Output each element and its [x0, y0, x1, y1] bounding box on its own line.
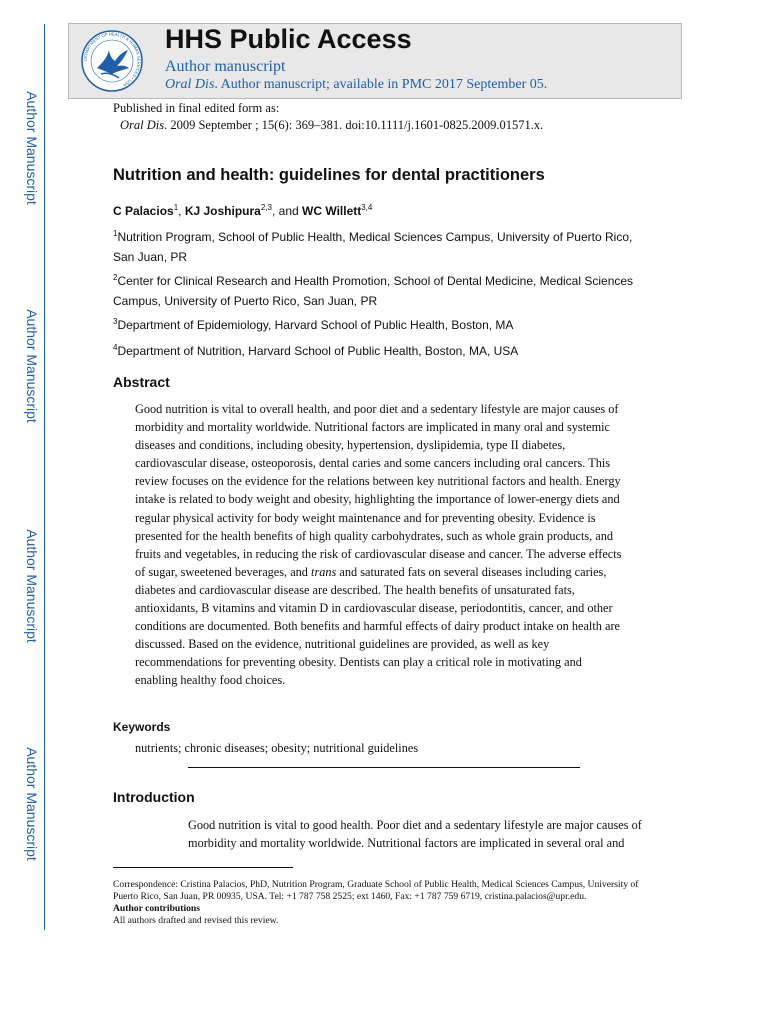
footnote-divider: [113, 867, 293, 868]
contributions-heading: Author contributions: [113, 903, 200, 914]
affiliation-3: $^3$Department of Epidemiology, Harvard School of Public Health, Boston, MA: [113, 317, 514, 332]
margin-rule: [44, 24, 45, 930]
hhs-header-banner: [68, 23, 682, 99]
abstract-line: fruits and vegetables, in reducing the risk of cardiovascular disease and cancer. The adverse effects: [135, 546, 622, 561]
correspondence-note: Correspondence: Cristina Palacios, PhD, Nutrition Program, Graduate School of Public Health, Medical Sciences Campus, University of Puerto Rico, San Juan, PR 00935, USA. Tel: +1 787 758 2525; ext 1460, Fax: +1 787 759 6719, cristina.palacios@upr.edu.: [113, 879, 639, 902]
abstract-line: discussed. Based on the evidence, nutritional guidelines are provided, as well as key: [135, 637, 550, 652]
abstract-heading: Abstract: [113, 374, 170, 390]
affiliation-2: $^2$Center for Clinical Research and Health Promotion, School of Dental Medicine, Medical Sciences Campus, University of Puerto Rico, San Juan, PR: [113, 273, 634, 308]
author-name: KJ Joshipura: [184, 204, 261, 218]
intro-line: Good nutrition is vital to good health. Poor diet and a sedentary lifestyle are major causes of: [188, 818, 642, 832]
introduction-heading: Introduction: [113, 789, 195, 805]
abstract-line: morbidity and mortality worldwide. Nutritional factors are implicated in many oral and systemic: [135, 420, 611, 435]
abstract-line: cardiovascular disease, osteoporosis, dental caries and some cancers including oral cancers. This: [135, 456, 611, 471]
abstract-body: [135, 400, 635, 690]
manuscript-label: Author manuscript: [165, 58, 286, 75]
abstract-line: Good nutrition is vital to overall health, and poor diet and a sedentary lifestyle are major causes of: [135, 402, 619, 416]
abstract-line: intake is related to body weight and obesity, highlighting the importance of lower-energy diets and: [135, 492, 620, 507]
affiliation-1: $^1$Nutrition Program, School of Public Health, Medical Sciences Campus, University of Puerto Rico, San Juan, PR: [113, 229, 633, 264]
hhs-eagle-seal-icon: [79, 28, 145, 94]
article-title: Nutrition and health: guidelines for dental practitioners: [113, 166, 545, 184]
intro-line: morbidity and mortality worldwide. Nutritional factors are implicated in several oral and: [188, 836, 625, 851]
abstract-line: review focuses on the evidence for the relations between key nutritional factors and health. Energy: [135, 474, 621, 489]
page-title: HHS Public Access: [165, 24, 412, 54]
abstract-line: conditions are documented. Both benefits and harmful effects of dairy product intake on health are: [135, 619, 620, 634]
keywords-list: nutrients; chronic diseases; obesity; nutritional guidelines: [135, 741, 419, 755]
published-in-block: [113, 100, 543, 134]
contributions-text: All authors drafted and revised this review.: [113, 915, 279, 926]
abstract-line: of sugar, sweetened beverages, and trans and saturated fats on several diseases including caries,: [135, 564, 607, 579]
author-name: WC Willett: [302, 204, 362, 218]
abstract-line: diabetes and cardiovascular disease are described. The health benefits of unsaturated fats,: [135, 582, 575, 597]
author-name: C Palacios: [113, 204, 174, 218]
introduction-body: [188, 816, 663, 852]
abstract-line: diseases and conditions, including obesity, hypertension, dyslipidemia, type II diabetes,: [135, 438, 566, 453]
author-list: C Palacios$^1$, KJ Joshipura$^{2,3}$, and WC Willett$^{3,4}$: [113, 203, 373, 218]
footnote: [113, 879, 658, 927]
abstract-line: regular physical activity for body weight maintenance and for preventing obesity. Evidence is: [135, 510, 596, 525]
pmc-citation: Oral Dis. Author manuscript; available in PMC 2017 September 05.: [165, 77, 548, 92]
svg-text:DEPARTMENT OF HEALTH & HUMAN S: DEPARTMENT OF HEALTH & HUMAN SERVICES • USA: [82, 31, 142, 88]
abstract-line: recommendations for preventing obesity. Dentists can play a critical role in motivating and: [135, 655, 582, 670]
published-citation: Oral Dis. 2009 September ; 15(6): 369–381. doi:10.1111/j.1601-0825.2009.01571.x.: [120, 118, 544, 132]
published-label: Published in final edited form as:: [113, 101, 280, 115]
journal-name: Oral Dis: [165, 77, 215, 92]
abstract-line: antioxidants, B vitamins and vitamin D in cardiovascular disease, periodontitis, cancer, and other: [135, 601, 613, 616]
keywords-heading: Keywords: [113, 720, 171, 734]
affiliation-4: $^4$Department of Nutrition, Harvard School of Public Health, Boston, MA, USA: [113, 343, 519, 358]
abstract-line: presented for the health benefits of high quality carbohydrates, such as whole grain products, and: [135, 528, 614, 543]
divider: [188, 767, 580, 768]
abstract-line: enabling healthy food choices.: [135, 673, 286, 688]
